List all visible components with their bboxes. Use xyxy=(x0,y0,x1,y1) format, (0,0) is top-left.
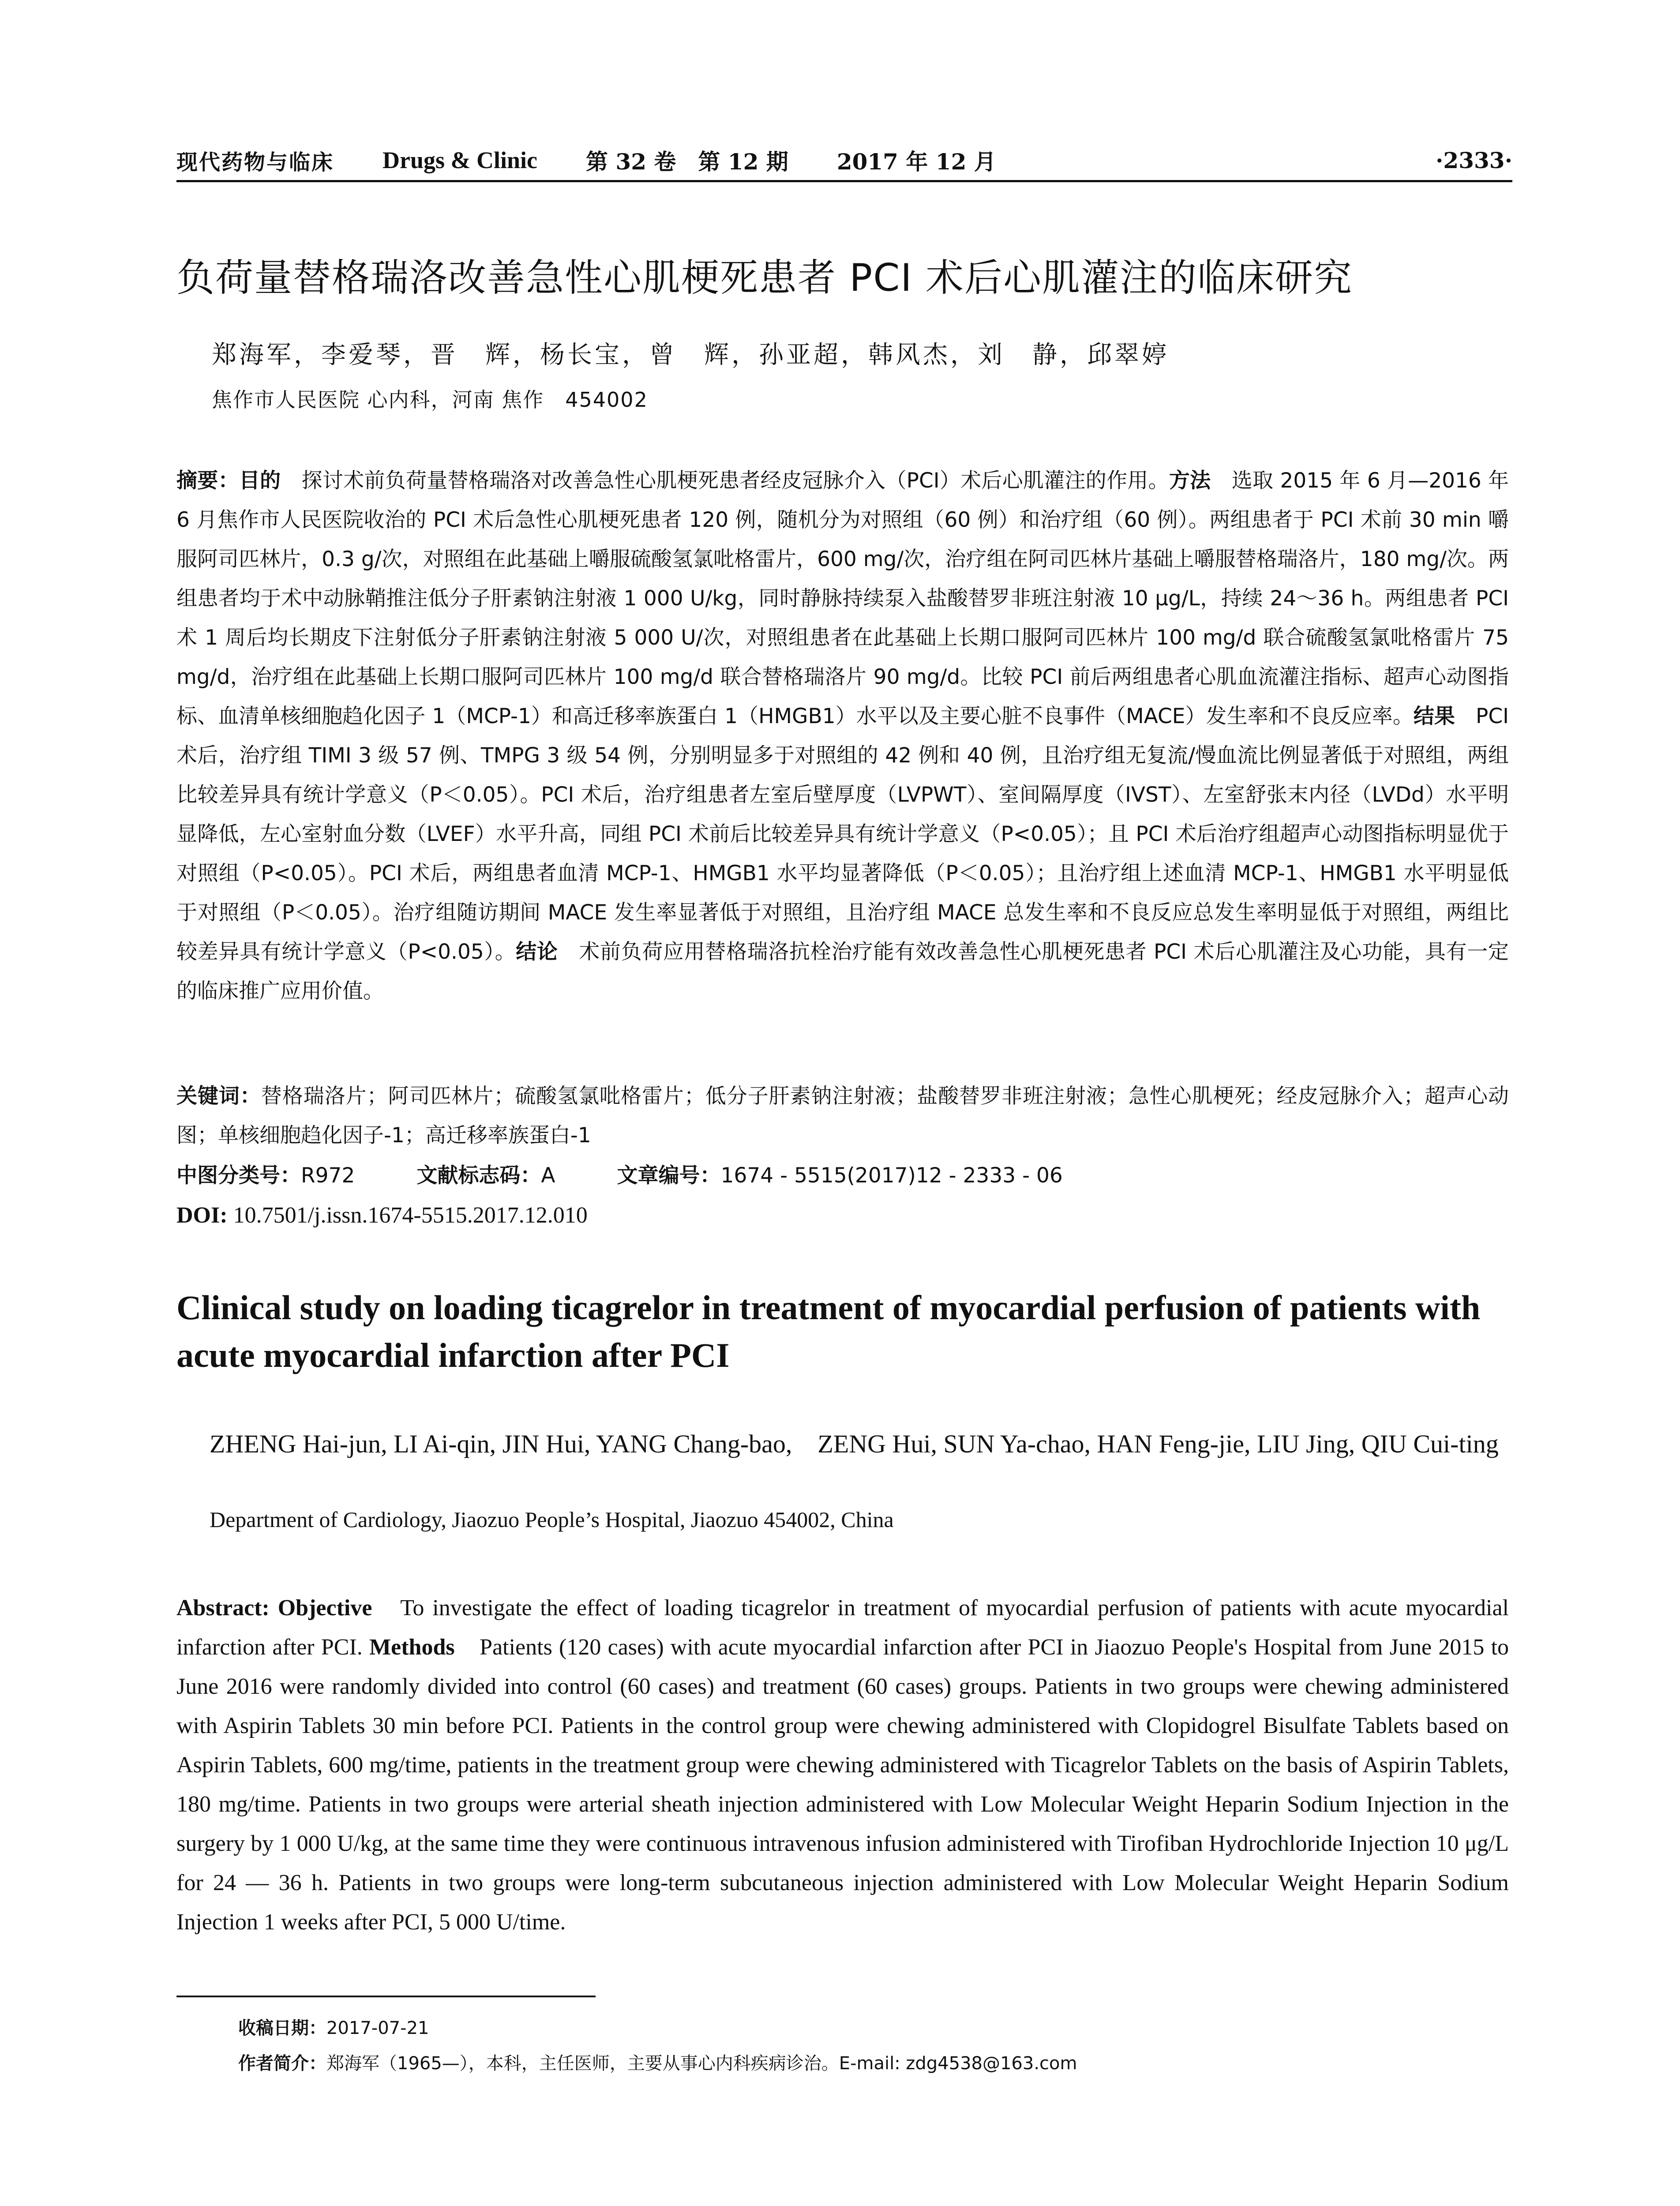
classification-row xyxy=(176,1156,1509,1195)
doc-code-item xyxy=(416,1156,555,1195)
objective-cn-text: 探讨术前负荷量替格瑞洛对改善急性心肌梗死患者经皮冠脉介入（PCI）术后心肌灌注的作用。 xyxy=(281,469,1169,493)
objective-cn-label: 目的 xyxy=(239,469,281,493)
affiliation-cn: 焦作市人民医院 心内科，河南 焦作 454002 xyxy=(212,388,648,412)
authors-cn: 郑海军，李爱琴，晋 辉，杨长宝，曾 辉，孙亚超，韩风杰，刘 静，邱翠婷 xyxy=(212,341,1169,369)
doi-value: 10.7501/j.issn.1674-5515.2017.12.010 xyxy=(233,1203,588,1228)
methods-en-text: Patients (120 cases) with acute myocardial infarction after PCI in Jiaozuo People's Hospital from June 2015 to June 2016 were randomly divided into control (60 cases) and treatment (60 cases) groups. Patients in two groups were chewing administered with Aspirin Tablets 30 min before PCI. Patients in the control group were chewing administered with Clopidogrel Bisulfate Tablets based on Aspirin Tablets, 600 mg/time, patients in the treatment group were chewing administered with Ticagrelor Tablets on the basis of Aspirin Tablets, 180 mg/time. Patients in two groups were arterial sheath injection administered with Low Molecular Weight Heparin Sodium Injection in the surgery by 1 000 U/kg, at the same time they were continuous intravenous infusion administered with Tirofiban Hydrochloride Injection 10 μg/L for 24 — 36 h. Patients in two groups were long-term subcutaneous injection administered with Low Molecular Weight Heparin Sodium Injection 1 weeks after PCI, 5 000 U/time. xyxy=(176,1635,1509,1935)
abstract-en-label: Abstract: xyxy=(176,1595,270,1621)
results-cn-label: 结果 xyxy=(1413,704,1455,728)
conclusion-cn-label: 结论 xyxy=(516,940,558,964)
header-left xyxy=(176,144,996,176)
journal-name-cn: 现代药物与临床 xyxy=(176,150,334,175)
doc-code-label: 文献标志码： xyxy=(416,1163,541,1188)
conclusion-cn-text: 术前负荷应用替格瑞洛抗栓治疗能有效改善急性心肌梗死患者 PCI 术后心肌灌注及心功能，具有一定的临床推广应用价值。 xyxy=(176,940,1509,1003)
title-cn: 负荷量替格瑞洛改善急性心肌梗死患者 PCI 术后心肌灌注的临床研究 xyxy=(176,256,1353,300)
methods-en-label: Methods xyxy=(369,1635,455,1660)
issue-date: 2017 年 12 月 xyxy=(836,149,996,175)
methods-cn-label: 方法 xyxy=(1169,469,1211,493)
author-bio-text: 郑海军（1965—），本科，主任医师，主要从事心内科疾病诊治。E-mail: zdg4538@163.com xyxy=(326,2053,1077,2074)
volume-issue: 第 32 卷 第 12 期 xyxy=(586,149,788,175)
running-header xyxy=(176,140,1512,182)
objective-en-label: Objective xyxy=(278,1595,372,1621)
doi-line xyxy=(176,1196,1509,1235)
footnote-divider xyxy=(176,1996,596,1997)
received-date: 2017-07-21 xyxy=(326,2018,429,2038)
objective-en-text: To investigate the effect of loading ticagrelor in treatment of myocardial perfusion of patients with acute myocardial infarction after PCI. xyxy=(176,1595,1509,1660)
methods-cn-text: 选取 2015 年 6 月—2016 年 6 月焦作市人民医院收治的 PCI 术后急性心肌梗死患者 120 例，随机分为对照组（60 例）和治疗组（60 例）。两组患者于 PCI 术前 30 min 嚼服阿司匹林片，0.3 g/次，对照组在此基础上嚼服硫酸氢氯吡格雷片，600 mg/次，治疗组在阿司匹林片基础上嚼服替格瑞洛片，180 mg/次。两组患者均于术中动脉鞘推注低分子肝素钠注射液 1 000 U/kg，同时静脉持续泵入盐酸替罗非班注射液 10 μg/L，持续 24～36 h。两组患者 PCI 术 1 周后均长期皮下注射低分子肝素钠注射液 5 000 U/次，对照组患者在此基础上长期口服阿司匹林片 100 mg/d 联合硫酸氢氯吡格雷片 75 mg/d，治疗组在此基础上长期口服阿司匹林片 100 mg/d 联合替格瑞洛片 90 mg/d。比较 PCI 前后两组患者心肌血流灌注指标、超声心动图指标、血清单核细胞趋化因子 1（MCP-1）和高迁移率族蛋白 1（HMGB1）水平以及主要心脏不良事件（MACE）发生率和不良反应率。 xyxy=(176,469,1509,728)
clc-value: R972 xyxy=(301,1163,355,1188)
journal-name-en: Drugs & Clinic xyxy=(382,147,538,173)
author-bio-label: 作者简介： xyxy=(238,2053,326,2074)
doc-code-value: A xyxy=(541,1163,555,1188)
keywords-label: 关键词： xyxy=(176,1084,261,1108)
keywords-cn xyxy=(176,1077,1509,1155)
affiliation-en: Department of Cardiology, Jiaozuo People’s Hospital, Jiaozuo 454002, China xyxy=(210,1507,894,1532)
footnote-author xyxy=(238,2049,1518,2075)
title-en: Clinical study on loading ticagrelor in treatment of myocardial perfusion of patients with acute myocardial infarction after PCI xyxy=(176,1288,1481,1374)
abstract-cn xyxy=(176,461,1509,1011)
article-no-item xyxy=(617,1156,1063,1195)
keywords-text: 替格瑞洛片；阿司匹林片；硫酸氢氯吡格雷片；低分子肝素钠注射液；盐酸替罗非班注射液；急性心肌梗死；经皮冠脉介入；超声心动图；单核细胞趋化因子-1；高迁移率族蛋白-1 xyxy=(176,1084,1509,1148)
authors-en: ZHENG Hai-jun, LI Ai-qin, JIN Hui, YANG Chang-bao, ZENG Hui, SUN Ya-chao, HAN Feng-jie, LIU Jing, QIU Cui-ting xyxy=(210,1429,1499,1458)
received-label: 收稿日期： xyxy=(238,2018,326,2038)
clc-label: 中图分类号： xyxy=(176,1163,301,1188)
abstract-en xyxy=(176,1588,1509,1942)
clc-item xyxy=(176,1156,355,1195)
page-number: ·2333· xyxy=(1436,147,1512,173)
footnote-received xyxy=(238,2014,1518,2039)
results-cn-text: PCI 术后，治疗组 TIMI 3 级 57 例、TMPG 3 级 54 例，分别明显多于对照组的 42 例和 40 例，且治疗组无复流/慢血流比例显著低于对照组，两组比较差异具有统计学意义（P＜0.05）。PCI 术后，治疗组患者左室后壁厚度（LVPWT）、室间隔厚度（IVST）、左室舒张末内径（LVDd）水平明显降低，左心室射血分数（LVEF）水平升高，同组 PCI 术前后比较差异具有统计学意义（P<0.05）；且 PCI 术后治疗组超声心动图指标明显优于对照组（P<0.05）。PCI 术后，两组患者血清 MCP-1、HMGB1 水平均显著降低（P＜0.05）；且治疗组上述血清 MCP-1、HMGB1 水平明显低于对照组（P＜0.05）。治疗组随访期间 MACE 发生率显著低于对照组，且治疗组 MACE 总发生率和不良反应总发生率明显低于对照组，两组比较差异具有统计学意义（P<0.05）。 xyxy=(176,704,1509,964)
abstract-cn-label: 摘要： xyxy=(176,469,239,493)
doi-label: DOI: xyxy=(176,1203,228,1228)
article-no-value: 1674 - 5515(2017)12 - 2333 - 06 xyxy=(720,1163,1063,1188)
article-no-label: 文章编号： xyxy=(617,1163,721,1188)
